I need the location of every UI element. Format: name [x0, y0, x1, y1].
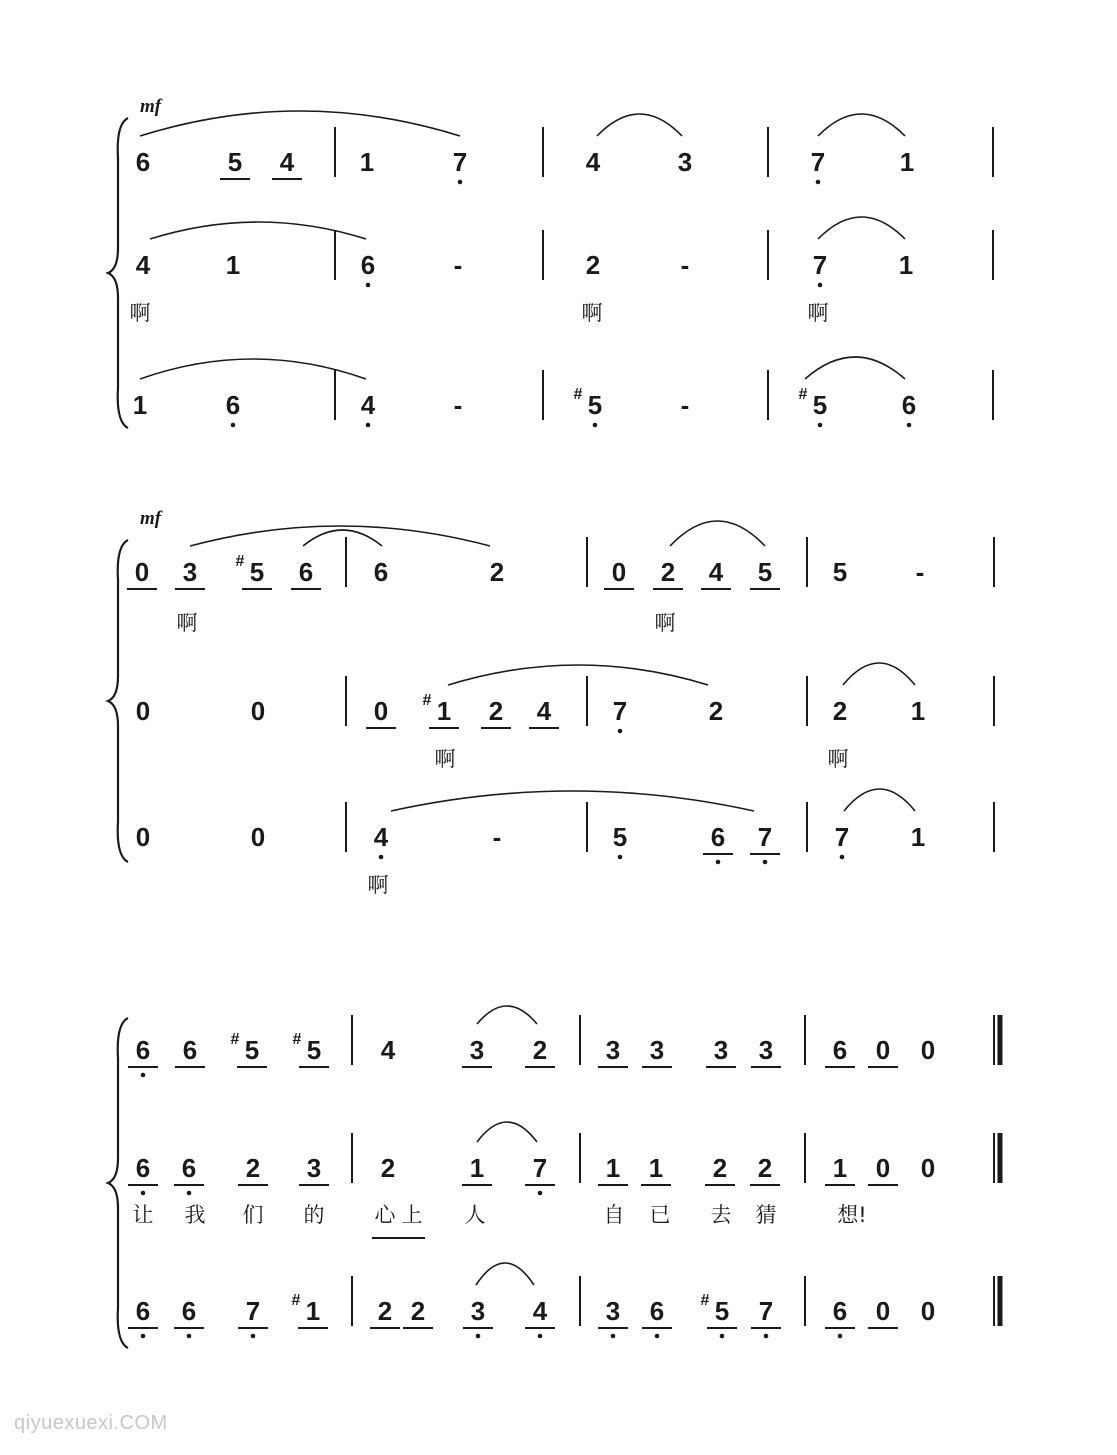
sharp-sign: # — [235, 553, 245, 570]
note: 5 — [757, 557, 773, 587]
note: 1 — [832, 1153, 848, 1183]
note: 3 — [470, 1296, 486, 1326]
note: 5 — [812, 390, 828, 420]
note: 0 — [920, 1035, 936, 1065]
lyric-syllable: 啊 — [176, 611, 198, 635]
octave-dot-below — [187, 1191, 192, 1196]
note: 3 — [605, 1035, 621, 1065]
note: 4 — [380, 1035, 396, 1065]
octave-dot-below — [907, 423, 912, 428]
note: 6 — [298, 557, 314, 587]
note: 3 — [649, 1035, 665, 1065]
note: 4 — [708, 557, 724, 587]
lyric-syllable: 猜 — [755, 1203, 777, 1227]
note: 6 — [360, 250, 376, 280]
note: 7 — [834, 822, 850, 852]
note: 6 — [135, 1153, 151, 1183]
note: 6 — [182, 1035, 198, 1065]
note: 5 — [227, 147, 243, 177]
note: - — [680, 390, 690, 420]
note: 1 — [648, 1153, 664, 1183]
octave-dot-below — [763, 860, 768, 865]
lyric-syllable: 人 — [464, 1203, 486, 1227]
octave-dot-below — [720, 1334, 725, 1339]
octave-dot-below — [764, 1334, 769, 1339]
lyric-syllable: 已 — [649, 1203, 671, 1227]
note: 5 — [587, 390, 603, 420]
slur — [843, 663, 915, 685]
note: 7 — [812, 250, 828, 280]
note: 4 — [373, 822, 389, 852]
note: 7 — [532, 1153, 548, 1183]
note: 0 — [135, 696, 151, 726]
note: 2 — [708, 696, 724, 726]
note: 6 — [901, 390, 917, 420]
octave-dot-below — [379, 855, 384, 860]
note: 6 — [225, 390, 241, 420]
sharp-sign: # — [798, 386, 808, 403]
slur — [140, 359, 366, 379]
note: 6 — [649, 1296, 665, 1326]
note: - — [453, 390, 463, 420]
slur — [477, 1006, 537, 1024]
sharp-sign: # — [573, 386, 583, 403]
note: 0 — [250, 696, 266, 726]
slur — [140, 111, 460, 136]
sharp-sign: # — [230, 1031, 240, 1048]
lyric-syllable: 自 — [603, 1203, 625, 1227]
note: 4 — [279, 147, 295, 177]
octave-dot-below — [458, 180, 463, 185]
slur — [805, 357, 905, 379]
note: 3 — [306, 1153, 322, 1183]
note: 1 — [225, 250, 241, 280]
note: - — [492, 822, 502, 852]
note: 1 — [899, 147, 915, 177]
note: 4 — [135, 250, 151, 280]
lyric-syllable: 的 — [303, 1203, 325, 1227]
lyric-syllable: 啊 — [581, 301, 603, 325]
lyric-syllable: 我 — [184, 1203, 206, 1227]
octave-dot-below — [716, 860, 721, 865]
note: 0 — [134, 557, 150, 587]
note: 5 — [249, 557, 265, 587]
note: 2 — [380, 1153, 396, 1183]
note: 7 — [245, 1296, 261, 1326]
octave-dot-below — [840, 855, 845, 860]
octave-dot-below — [141, 1334, 146, 1339]
note: 1 — [469, 1153, 485, 1183]
note: 0 — [611, 557, 627, 587]
note: 2 — [532, 1035, 548, 1065]
note: 2 — [488, 696, 504, 726]
system-brace — [108, 118, 128, 428]
note: 2 — [712, 1153, 728, 1183]
slur — [448, 665, 708, 685]
note: 4 — [585, 147, 601, 177]
note: 7 — [810, 147, 826, 177]
note: 0 — [250, 822, 266, 852]
note: 2 — [757, 1153, 773, 1183]
note: 3 — [758, 1035, 774, 1065]
note: 0 — [135, 822, 151, 852]
note: 5 — [832, 557, 848, 587]
octave-dot-below — [187, 1334, 192, 1339]
note: 6 — [135, 147, 151, 177]
note: 0 — [875, 1035, 891, 1065]
octave-dot-below — [611, 1334, 616, 1339]
note: - — [680, 250, 690, 280]
lyric-syllable: 们 — [242, 1203, 264, 1227]
note: 4 — [532, 1296, 548, 1326]
slur — [476, 1263, 534, 1285]
note: 1 — [898, 250, 914, 280]
lyric-syllable: 啊 — [807, 301, 829, 325]
note: 1 — [436, 696, 452, 726]
octave-dot-below — [538, 1334, 543, 1339]
octave-dot-below — [538, 1191, 543, 1196]
note: 0 — [875, 1153, 891, 1183]
note: 6 — [181, 1153, 197, 1183]
octave-dot-below — [655, 1334, 660, 1339]
note: 3 — [605, 1296, 621, 1326]
note: 6 — [135, 1296, 151, 1326]
sharp-sign: # — [422, 692, 432, 709]
slur — [670, 521, 765, 546]
octave-dot-below — [838, 1334, 843, 1339]
note: 6 — [710, 822, 726, 852]
note: 7 — [452, 147, 468, 177]
lyric-syllable: 让 — [132, 1203, 154, 1227]
note: 6 — [373, 557, 389, 587]
slur — [844, 789, 915, 811]
note: 2 — [660, 557, 676, 587]
slur — [190, 526, 490, 546]
note: 1 — [359, 147, 375, 177]
slur — [597, 114, 682, 136]
octave-dot-below — [366, 283, 371, 288]
octave-dot-below — [141, 1073, 146, 1078]
sharp-sign: # — [292, 1031, 302, 1048]
lyric-syllable: 去 — [710, 1203, 732, 1227]
note: 3 — [713, 1035, 729, 1065]
note: 2 — [832, 696, 848, 726]
note: 7 — [612, 696, 628, 726]
note: 4 — [536, 696, 552, 726]
note: 0 — [373, 696, 389, 726]
note: 3 — [469, 1035, 485, 1065]
note: 5 — [612, 822, 628, 852]
note: 2 — [585, 250, 601, 280]
lyric-syllable: 啊 — [827, 747, 849, 771]
note: 6 — [135, 1035, 151, 1065]
note: 2 — [410, 1296, 426, 1326]
lyric-syllable: 啊 — [434, 747, 456, 771]
lyric-syllable: 啊 — [129, 301, 151, 325]
octave-dot-below — [818, 423, 823, 428]
octave-dot-below — [618, 729, 623, 734]
note: - — [915, 557, 925, 587]
note: 1 — [910, 696, 926, 726]
system-brace — [108, 1018, 128, 1348]
sharp-sign: # — [700, 1292, 710, 1309]
note: 2 — [245, 1153, 261, 1183]
note: 1 — [132, 390, 148, 420]
octave-dot-below — [618, 855, 623, 860]
slur — [818, 114, 905, 136]
lyric-syllable: 想! — [837, 1203, 867, 1227]
lyric-syllable: 啊 — [654, 611, 676, 635]
octave-dot-below — [141, 1191, 146, 1196]
octave-dot-below — [818, 283, 823, 288]
note: 3 — [182, 557, 198, 587]
note: 1 — [305, 1296, 321, 1326]
lyric-syllable: 上 — [401, 1203, 423, 1227]
note: 0 — [920, 1296, 936, 1326]
slur — [818, 217, 905, 239]
system-brace — [108, 540, 128, 862]
note: 2 — [489, 557, 505, 587]
octave-dot-below — [816, 180, 821, 185]
note: 7 — [757, 822, 773, 852]
note: 2 — [377, 1296, 393, 1326]
note: 1 — [910, 822, 926, 852]
slur — [150, 222, 366, 239]
note: 6 — [832, 1035, 848, 1065]
site-watermark: qiyuexuexi.COM — [14, 1412, 168, 1434]
octave-dot-below — [366, 423, 371, 428]
dynamic-marking: mf — [140, 96, 162, 117]
note: 5 — [306, 1035, 322, 1065]
note: 1 — [605, 1153, 621, 1183]
octave-dot-below — [251, 1334, 256, 1339]
note: 5 — [714, 1296, 730, 1326]
note: 6 — [181, 1296, 197, 1326]
octave-dot-below — [231, 423, 236, 428]
dynamic-marking: mf — [140, 508, 162, 529]
octave-dot-below — [593, 423, 598, 428]
note: 7 — [758, 1296, 774, 1326]
slur — [303, 530, 382, 546]
slur — [391, 791, 754, 811]
note: 6 — [832, 1296, 848, 1326]
slur — [477, 1122, 537, 1142]
lyric-syllable: 心 — [374, 1203, 396, 1227]
note: - — [453, 250, 463, 280]
note: 4 — [360, 390, 376, 420]
sharp-sign: # — [291, 1292, 301, 1309]
note: 5 — [244, 1035, 260, 1065]
octave-dot-below — [476, 1334, 481, 1339]
lyric-syllable: 啊 — [367, 873, 389, 897]
note: 3 — [677, 147, 693, 177]
note: 0 — [875, 1296, 891, 1326]
note: 0 — [920, 1153, 936, 1183]
